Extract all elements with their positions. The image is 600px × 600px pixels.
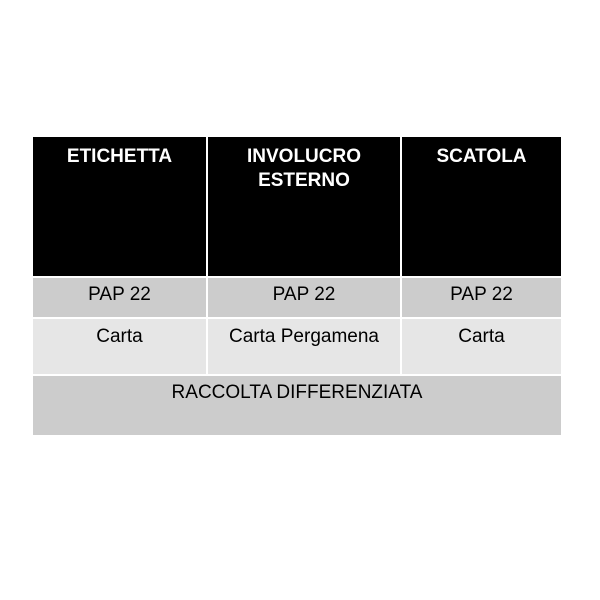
collection-cell: RACCOLTA DIFFERENZIATA xyxy=(33,376,561,435)
header-cell-involucro-esterno: INVOLUCRO ESTERNO xyxy=(208,137,402,278)
material-cell-scatola: Carta xyxy=(402,319,561,376)
code-cell-etichetta: PAP 22 xyxy=(33,278,208,319)
packaging-table xyxy=(33,137,561,435)
code-cell-scatola: PAP 22 xyxy=(402,278,561,319)
code-cell-involucro-esterno: PAP 22 xyxy=(208,278,402,319)
header-cell-scatola: SCATOLA xyxy=(402,137,561,278)
header-cell-etichetta: ETICHETTA xyxy=(33,137,208,278)
material-cell-etichetta: Carta xyxy=(33,319,208,376)
material-cell-involucro-esterno: Carta Pergamena xyxy=(208,319,402,376)
